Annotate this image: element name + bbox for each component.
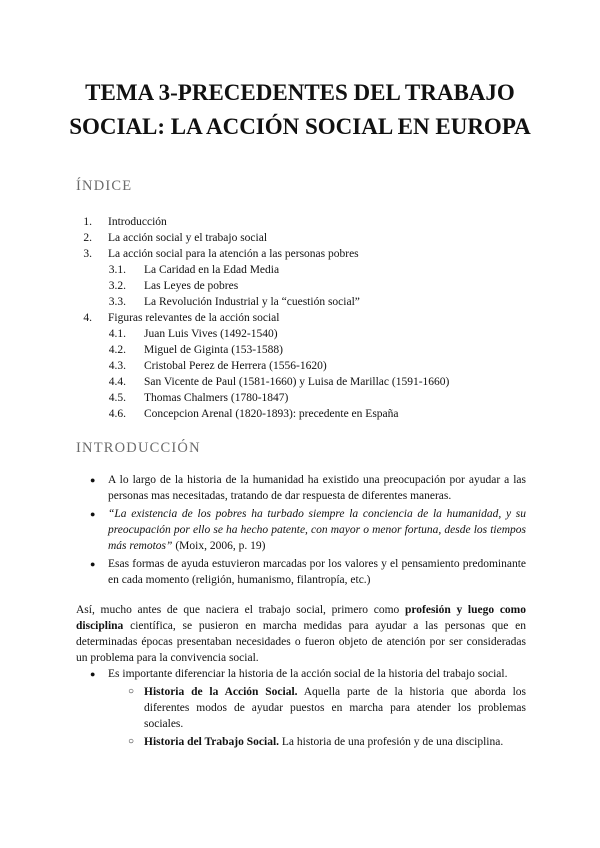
toc-label: Cristobal Perez de Herrera (1556-1620): [144, 360, 327, 372]
sub-item-term: Historia de la Acción Social.: [144, 686, 298, 698]
toc-number: 4.4.: [108, 376, 126, 388]
toc-label: Thomas Chalmers (1780-1847): [144, 392, 289, 404]
list-item: [76, 666, 526, 682]
bullet-icon: ●: [90, 475, 96, 485]
toc-label: La acción social para la atención a las personas pobres: [108, 248, 359, 260]
toc-label: La Caridad en la Edad Media: [144, 264, 280, 276]
toc-number: 4.3.: [108, 360, 126, 372]
bullet-text: Esas formas de ayuda estuvieron marcadas por los valores y el pensamiento predominante en cada momento (religión, humanismo, filantropía, etc.): [108, 558, 526, 586]
bullet-text: Es importante diferenciar la historia de la acción social de la historia del trabajo social.: [108, 668, 508, 680]
toc-label: Las Leyes de pobres: [144, 280, 239, 292]
toc-number: 3.2.: [108, 280, 126, 292]
toc-number: 3.3.: [108, 296, 126, 308]
circle-bullet-icon: ○: [128, 686, 135, 697]
toc-number: 3.: [83, 248, 92, 260]
sub-list-item: [76, 684, 526, 732]
bullet-icon: ●: [90, 559, 96, 569]
paragraph-text: científica, se pusieron en marcha medidas para ayudar a las personas que en determinadas épocas presentaban necesidades o fueron objeto de atención por ser consideradas un problema para la convivencia social.: [76, 620, 526, 664]
toc-label: San Vicente de Paul (1581-1660) y Luisa de Marillac (1591-1660): [144, 376, 450, 388]
intro-bullet-list: [76, 472, 526, 590]
document-title: TEMA 3-PRECEDENTES DEL TRABAJO SOCIAL: LA ACCIÓN SOCIAL EN EUROPA: [69, 80, 531, 139]
sub-item-text: Aquella parte de la historia que aborda los diferentes modos de ayudar puestos en marcha para atender los problemas sociales.: [144, 686, 526, 730]
circle-bullet-icon: ○: [128, 736, 135, 747]
quote-text: “La existencia de los pobres ha turbado siempre la conciencia de la humanidad, y su preocupación por ello se ha hecho patente, con mayor o menor fortuna, desde los tiempos más remotos”: [108, 508, 526, 552]
toc-number: 4.5.: [108, 392, 126, 404]
bullet-icon: ●: [90, 509, 96, 519]
list-item: [76, 556, 526, 588]
quote-citation: (Moix, 2006, p. 19): [172, 540, 266, 552]
bullet-icon: ●: [90, 669, 96, 679]
history-bullet-list: [76, 666, 526, 750]
toc-label: Juan Luis Vives (1492-1540): [144, 328, 278, 340]
toc-number: 4.2.: [108, 344, 126, 356]
toc-label: La Revolución Industrial y la “cuestión social”: [144, 296, 360, 308]
sub-item-term: Historia del Trabajo Social.: [144, 736, 280, 748]
sub-list-item: [76, 734, 526, 750]
paragraph-text: Así, mucho antes de que naciera el trabajo social, primero como: [76, 604, 405, 616]
toc-label: La acción social y el trabajo social: [108, 232, 268, 244]
introduccion-heading: INTRODUCCIÓN: [76, 440, 201, 456]
intro-paragraph: [76, 602, 526, 666]
toc-number: 1.: [83, 216, 92, 228]
list-item: [76, 472, 526, 504]
toc-label: Introducción: [108, 216, 167, 228]
toc-number: 4.1.: [108, 328, 126, 340]
indice-heading: ÍNDICE: [76, 178, 133, 194]
toc-label: Concepcion Arenal (1820-1893): precedente en España: [144, 408, 399, 420]
toc-number: 2.: [83, 232, 92, 244]
list-item: [76, 506, 526, 554]
toc-label: Miguel de Giginta (153-1588): [144, 344, 283, 356]
toc-number: 4.6.: [108, 408, 126, 420]
toc-label: Figuras relevantes de la acción social: [108, 312, 280, 324]
toc-number: 4.: [83, 312, 92, 324]
paragraph-bold-text: profesión y luego como disciplina: [76, 604, 526, 632]
toc-number: 3.1.: [108, 264, 126, 276]
bullet-text: A lo largo de la historia de la humanidad ha existido una preocupación por ayudar a las personas mas necesitadas, tratando de dar respuesta de diferentes maneras.: [108, 474, 526, 502]
sub-item-text: La historia de una profesión y de una disciplina.: [279, 736, 504, 748]
